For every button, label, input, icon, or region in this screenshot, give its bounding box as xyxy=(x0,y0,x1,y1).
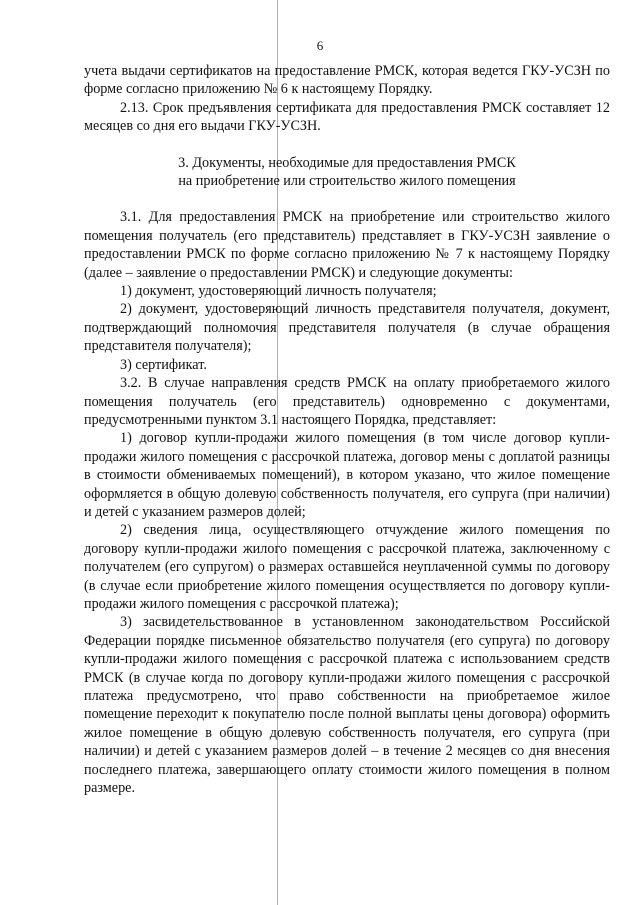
section-heading-line-1: 3. Документы, необходимые для предоставления РМСК xyxy=(178,154,516,171)
paragraph-3-2-item-3: 3) засвидетельствованное в установленном законодательством Российской Федерации порядке письменное обязательство получателя (его супруга) по договору купли-продажи жилого помещения с рассрочкой платежа с использованием средств РМСК (в случае когда по договору купли-продажи жилого помещения с рассрочкой платежа предусмотрено, что право собственности на приобретаемое жилое помещение переходит к покупателю после полной выплаты цены договора) оформить жилое помещение в общую долевую собственность получателя, его супруга (при наличии) и детей с указанием размеров долей – в течение 2 месяцев со дня внесения последнего платежа, завершающего оплату стоимости жилого помещения в полном размере. xyxy=(84,614,610,797)
paragraph-3-2: 3.2. В случае направления средств РМСК на оплату приобретаемого жилого помещения получатель (его представитель) одновременно с документами, предусмотренными пунктом 3.1 настоящего Порядка, представляет: xyxy=(84,375,610,428)
section-heading xyxy=(84,154,610,191)
paragraph-3-1-item-3: 3) сертификат. xyxy=(120,356,207,373)
document-body xyxy=(84,62,610,797)
page-number: 6 xyxy=(316,38,324,53)
section-heading-line-2: на приобретение или строительство жилого помещения xyxy=(178,173,516,190)
paragraph-continuation: учета выдачи сертификатов на предоставление РМСК, которая ведется ГКУ-УСЗН по форме согласно приложению № 6 к настоящему Порядку. xyxy=(84,63,610,98)
paragraph-3-1-item-1: 1) документ, удостоверяющий личность получателя; xyxy=(120,283,437,300)
paragraph-3-1-item-2: 2) документ, удостоверяющий личность представителя получателя, документ, подтверждающий полномочия представителя получателя (в случае обращения представителя получателя); xyxy=(84,301,610,355)
paragraph-2-13: 2.13. Срок предъявления сертификата для предоставления РМСК составляет 12 месяцев со дня его выдачи ГКУ-УСЗН. xyxy=(84,99,610,135)
paragraph-3-1: 3.1. Для предоставления РМСК на приобретение или строительство жилого помещения получатель (его представитель) представляет в ГКУ-УСЗН заявление о предоставлении РМСК по форме согласно приложению № 7 к настоящему Порядку (далее – заявление о предоставлении РМСК) и следующие документы: xyxy=(84,209,610,281)
paragraph-3-2-item-1: 1) договор купли-продажи жилого помещения (в том числе договор купли-продажи жилого помещения с рассрочкой платежа, договор мены с доплатой разницы в стоимости обмениваемых помещений), в котором указано, что жилое помещение оформляется в общую долевую собственность получателя, его супруга (при наличии) и детей с указанием размеров долей; xyxy=(84,430,610,520)
paragraph-3-2-item-2: 2) сведения лица, осуществляющего отчуждение жилого помещения по договору купли-продажи жилого помещения с рассрочкой платежа, заключенному с получателем (его супругом) о размерах оставшейся неуплаченной суммы по договору (в случае если приобретение жилого помещения осуществляется по договору купли-продажи жилого помещения с рассрочкой платежа); xyxy=(84,522,610,612)
